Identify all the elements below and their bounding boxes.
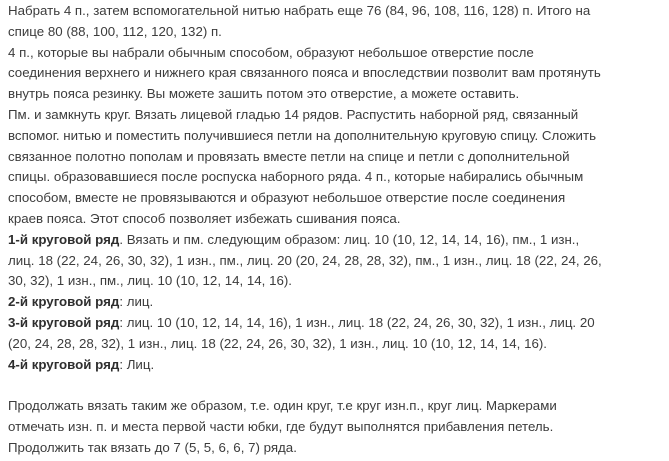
text-line: вспомог. нитью и поместить получившиеся петли на дополнительную круговую спицу. Сложить	[8, 127, 596, 143]
round-4-line: 4-й круговой ряд: Лиц.	[8, 356, 155, 372]
text-line: связанное полотно пополам и провязать вместе петли на спице и петли с дополнительной	[8, 148, 570, 164]
text-line: Набрать 4 п., затем вспомогательной нитью набрать еще 76 (84, 96, 108, 116, 128) п. Итого на	[8, 3, 591, 18]
text-line: Пм. и замкнуть круг. Вязать лицевой гладью 14 рядов. Распустить наборной ряд, связанный	[8, 106, 579, 122]
round-heading: 4-й круговой ряд	[8, 356, 120, 372]
round-3-line: 3-й круговой ряд: лиц. 10 (10, 12, 14, 14, 16), 1 изн., лиц. 18 (22, 24, 26, 30, 32), 1 изн., лиц. 20	[8, 314, 595, 330]
paragraph-gap	[8, 375, 668, 396]
text-line: Продолжать вязать таким же образом, т.е. один круг, т.е круг изн.п., круг лиц. Маркерами	[8, 398, 557, 414]
text-line: спицы. образовавшиеся после роспуска наборного ряда. 4 п., которые набирались обычным	[8, 169, 584, 185]
text-line: 4 п., которые вы набрали обычным способом, образуют небольшое отверстие после	[8, 44, 534, 60]
text-line: лиц. 18 (22, 24, 26, 30, 32), 1 изн., пм., лиц. 20 (20, 24, 28, 28, 32), пм., 1 изн., лиц. 18 (22, 24, 26,	[8, 252, 602, 268]
text-line: внутрь пояса резинку. Вы можете зашить потом это отверстие, а можете оставить.	[8, 86, 520, 102]
round-heading: 3-й круговой ряд	[8, 314, 120, 330]
round-2-line: 2-й круговой ряд: лиц.	[8, 294, 154, 310]
knitting-instructions	[8, 1, 668, 459]
round-heading: 2-й круговой ряд	[8, 294, 120, 310]
text-line: (20, 24, 28, 28, 32), 1 изн., лиц. 18 (22, 24, 26, 30, 32), 1 изн., лиц. 10 (10, 12, 14, 14, 16).	[8, 335, 547, 351]
text-line: 30, 32), 1 изн., пм., лиц. 10 (10, 12, 14, 14, 16).	[8, 273, 292, 289]
text-line: краев пояса. Этот способ позволяет избежать сшивания пояса.	[8, 210, 401, 226]
text-line: Продолжить так вязать до 7 (5, 5, 6, 6, 7) ряда.	[8, 439, 297, 455]
text-line: спице 80 (88, 100, 112, 120, 132) п.	[8, 23, 222, 39]
text-line: отмечать изн. п. и места первой части юбки, где будут выполнятся прибавления петель.	[8, 418, 554, 434]
text-line: соединения верхнего и нижнего края связанного пояса и впоследствии позволит вам протянуть	[8, 65, 601, 81]
round-heading: 1-й круговой ряд	[8, 231, 120, 247]
text-line: способом, вместе не провязываются и образуют небольшое отверстие после соединения	[8, 190, 566, 206]
round-1-line: 1-й круговой ряд. Вязать и пм. следующим образом: лиц. 10 (10, 12, 14, 14, 16), пм., 1 изн.,	[8, 231, 580, 247]
